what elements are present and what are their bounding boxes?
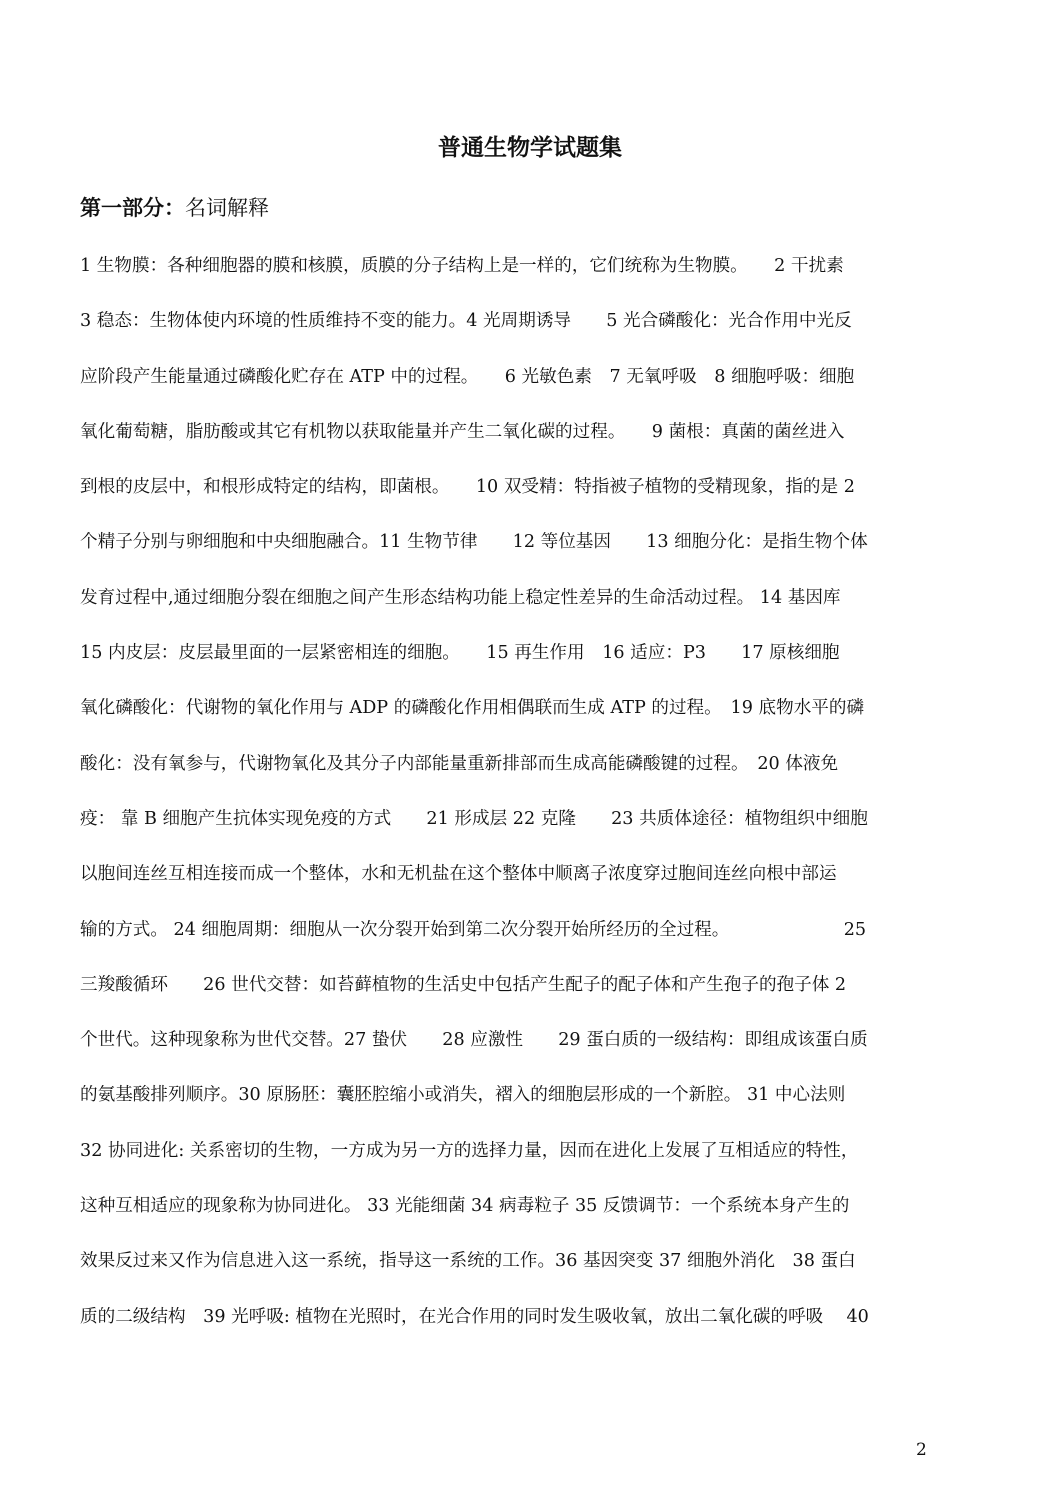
section-heading [80, 191, 269, 225]
text-line: 以胞间连丝互相连接而成一个整体，水和无机盐在这个整体中顺离子浓度穿过胞间连丝向根中部运 [80, 864, 837, 885]
text-line: 三羧酸循环 26 世代交替：如苔藓植物的生活史中包括产生配子的配子体和产生孢子的孢子体 2 [80, 974, 847, 995]
text-line: 个精子分别与卵细胞和中央细胞融合。11 生物节律 12 等位基因 13 细胞分化：是指生物个体 [80, 532, 868, 553]
text-line: 效果反过来又作为信息进入这一系统，指导这一系统的工作。36 基因突变 37 细胞外消化 38 蛋白 [80, 1251, 856, 1272]
section-label: 第一部分： [80, 196, 185, 220]
text-line: 氧化磷酸化：代谢物的氧化作用与 ADP 的磷酸化作用相偶联而生成 ATP 的过程。 19 底物水平的磷 [80, 698, 865, 719]
text-line: 1 生物膜：各种细胞器的膜和核膜，质膜的分子结构上是一样的，它们统称为生物膜。 2 干扰素 [80, 256, 844, 276]
text-line: 应阶段产生能量通过磷酸化贮存在 ATP 中的过程。 6 光敏色素 7 无氧呼吸 8 细胞呼吸：细胞 [80, 366, 855, 387]
text-line: 酸化：没有氧参与，代谢物氧化及其分子内部能量重新排部而生成高能磷酸键的过程。 20 体液免 [80, 753, 839, 774]
text-line: 质的二级结构 39 光呼吸: 植物在光照时，在光合作用的同时发生吸收氧，放出二氧化碳的呼吸 40 [80, 1306, 869, 1327]
text-line: 氧化葡萄糖，脂肪酸或其它有机物以获取能量并产生二氧化碳的过程。 9 菌根：真菌的菌丝进入 [80, 421, 845, 442]
text-line: 疫： 靠 B 细胞产生抗体实现免疫的方式 21 形成层 22 克隆 23 共质体途径：植物组织中细胞 [80, 808, 868, 829]
section-name: 名词解释 [185, 196, 269, 220]
body-text [80, 246, 1010, 1352]
text-line: 发育过程中,通过细胞分裂在细胞之间产生形态结构功能上稳定性差异的生命活动过程。 14 基因库 [80, 587, 841, 608]
text-line: 到根的皮层中，和根形成特定的结构，即菌根。 10 双受精：特指被子植物的受精现象，指的是 2 [80, 477, 855, 498]
text-line: 输的方式。 24 细胞周期：细胞从一次分裂开始到第二次分裂开始所经历的全过程。 25 [80, 919, 867, 940]
text-line: 32 协同进化: 关系密切的生物，一方成为另一方的选择力量，因而在进化上发展了互相适应的特性， [80, 1140, 859, 1161]
text-line: 这种互相适应的现象称为协同进化。 33 光能细菌 34 病毒粒子 35 反馈调节：一个系统本身产生的 [80, 1196, 850, 1217]
text-line: 的氨基酸排列顺序。30 原肠胚：囊胚腔缩小或消失，褶入的细胞层形成的一个新腔。 31 中心法则 [80, 1085, 846, 1106]
text-line: 3 稳态：生物体使内环境的性质维持不变的能力。4 光周期诱导 5 光合磷酸化：光合作用中光反 [80, 311, 852, 332]
page-number: 2 [916, 1440, 927, 1460]
text-line: 个世代。这种现象称为世代交替。27 蛰伏 28 应激性 29 蛋白质的一级结构：即组成该蛋白质 [80, 1030, 868, 1051]
text-line: 15 内皮层：皮层最里面的一层紧密相连的细胞。 15 再生作用 16 适应：P3 17 原核细胞 [80, 643, 840, 664]
document-title: 普通生物学试题集 [438, 135, 622, 161]
